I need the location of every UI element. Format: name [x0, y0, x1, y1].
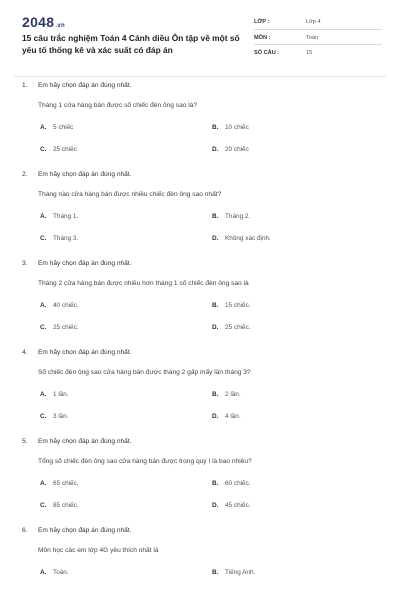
instruction-text: Em hãy chọn đáp án đúng nhất.: [38, 438, 132, 445]
question-instruction: [22, 260, 131, 267]
option-label: C.: [40, 324, 47, 331]
option-label: C.: [40, 413, 47, 420]
option-label: C.: [40, 235, 47, 242]
meta-row-subject: [254, 30, 382, 46]
question-6: [22, 527, 382, 600]
option-d[interactable]: [212, 235, 271, 242]
option-a[interactable]: [40, 391, 69, 398]
option-text: Không xác định.: [225, 235, 271, 242]
option-text: 60 chiếc.: [225, 480, 251, 487]
meta-key: LỚP :: [254, 19, 270, 25]
question-number: 6.: [22, 527, 28, 534]
option-c[interactable]: [40, 324, 79, 331]
question-text: Tổng số chiếc đèn ông sao cửa hàng bán được trong quý I là bao nhiêu?: [38, 458, 252, 465]
option-label: C.: [40, 146, 47, 153]
meta-value: Lớp 4: [306, 19, 321, 25]
option-text: 40 chiếc.: [53, 302, 79, 309]
question-instruction: [22, 82, 131, 89]
option-text: 20 chiếc: [225, 146, 249, 153]
option-text: 10 chiếc: [225, 124, 249, 131]
option-label: B.: [212, 124, 219, 131]
question-2: [22, 171, 382, 260]
option-label: A.: [40, 569, 47, 576]
option-text: 5 chiếc: [53, 124, 74, 131]
option-text: 45 chiếc.: [225, 502, 251, 509]
question-instruction: [22, 171, 131, 178]
option-b[interactable]: [212, 480, 251, 487]
question-number: 5.: [22, 438, 28, 445]
option-a[interactable]: [40, 124, 73, 131]
meta-key: SỐ CÂU :: [254, 50, 280, 56]
option-label: D.: [212, 146, 219, 153]
instruction-text: Em hãy chọn đáp án đúng nhất.: [38, 260, 132, 267]
option-text: 1 lần.: [53, 391, 69, 398]
option-label: A.: [40, 124, 47, 131]
option-label: A.: [40, 213, 47, 220]
question-3: [22, 260, 382, 349]
option-d[interactable]: [212, 502, 251, 509]
option-d[interactable]: [212, 413, 241, 420]
worksheet-header: [22, 14, 382, 70]
logo-suffix: .vn: [55, 23, 65, 29]
option-b[interactable]: [212, 213, 250, 220]
question-text: Số chiếc đèn ông sao cửa hàng bán được tháng 2 gấp mấy lần tháng 3?: [38, 369, 251, 376]
option-a[interactable]: [40, 213, 78, 220]
option-label: D.: [212, 502, 219, 509]
question-list: [22, 82, 382, 600]
option-b[interactable]: [212, 569, 255, 576]
question-number: 1.: [22, 82, 28, 89]
meta-key: MÔN :: [254, 34, 271, 41]
instruction-text: Em hãy chọn đáp án đúng nhất.: [38, 349, 132, 356]
option-text: Tháng 3.: [53, 235, 79, 242]
option-text: 65 chiếc.: [53, 480, 79, 487]
question-4: [22, 349, 382, 438]
option-text: 4 lần.: [225, 413, 241, 420]
instruction-text: Em hãy chọn đáp án đúng nhất.: [38, 82, 132, 89]
option-a[interactable]: [40, 480, 79, 487]
option-label: B.: [212, 391, 219, 398]
option-text: 2 lần.: [225, 391, 241, 398]
option-text: Tháng 1.: [53, 213, 79, 220]
site-logo[interactable]: [22, 14, 65, 30]
question-number: 3.: [22, 260, 28, 267]
option-b[interactable]: [212, 124, 249, 131]
option-label: D.: [212, 413, 219, 420]
question-5: [22, 438, 382, 527]
meta-table: [254, 14, 382, 61]
option-text: 85 chiếc.: [53, 502, 79, 509]
question-instruction: [22, 349, 131, 356]
question-instruction: [22, 527, 131, 534]
meta-value: 15: [306, 50, 313, 56]
option-label: B.: [212, 569, 219, 576]
option-a[interactable]: [40, 569, 69, 576]
option-label: B.: [212, 213, 219, 220]
option-c[interactable]: [40, 413, 69, 420]
option-label: B.: [212, 480, 219, 487]
option-text: 25 chiếc: [53, 146, 77, 153]
question-number: 4.: [22, 349, 28, 356]
meta-value: Toán: [306, 34, 319, 41]
option-label: A.: [40, 391, 47, 398]
option-b[interactable]: [212, 302, 251, 309]
option-text: Toán.: [53, 569, 69, 576]
option-label: D.: [212, 324, 219, 331]
logo-text: 2048: [22, 14, 55, 30]
instruction-text: Em hãy chọn đáp án đúng nhất.: [38, 527, 132, 534]
option-d[interactable]: [212, 146, 249, 153]
page-title: 15 câu trắc nghiệm Toán 4 Cánh diều Ôn tập về một số yếu tố thống kê và xác suất có đáp án: [22, 33, 240, 55]
option-c[interactable]: [40, 235, 78, 242]
option-text: 3 lần.: [53, 413, 69, 420]
option-text: Tháng 2.: [225, 213, 251, 220]
question-text: Tháng 2 cửa hàng bán được nhiều hơn tháng 1 số chiếc đèn ông sao là: [38, 280, 249, 287]
meta-row-count: [254, 45, 382, 61]
option-text: 15 chiếc.: [225, 302, 251, 309]
option-c[interactable]: [40, 146, 77, 153]
option-label: D.: [212, 235, 219, 242]
question-number: 2.: [22, 171, 28, 178]
option-label: B.: [212, 302, 219, 309]
question-instruction: [22, 438, 131, 445]
option-label: A.: [40, 480, 47, 487]
instruction-text: Em hãy chọn đáp án đúng nhất.: [38, 171, 132, 178]
option-text: Tiếng Anh.: [225, 569, 256, 576]
question-text: Tháng 1 cửa hàng bán được số chiếc đèn ông sao là?: [38, 102, 198, 109]
question-text: Môn học các em lớp 4G yêu thích nhất là: [38, 547, 159, 554]
option-a[interactable]: [40, 302, 79, 309]
option-label: A.: [40, 302, 47, 309]
option-text: 25 chiếc.: [225, 324, 251, 331]
meta-row-grade: [254, 14, 382, 30]
option-d[interactable]: [212, 324, 251, 331]
option-b[interactable]: [212, 391, 241, 398]
option-label: C.: [40, 502, 47, 509]
question-text: Tháng nào cửa hàng bán được nhiều chiếc đèn ông sao nhất?: [38, 191, 222, 198]
option-c[interactable]: [40, 502, 79, 509]
question-1: [22, 82, 382, 171]
header-divider: [14, 76, 386, 77]
option-text: 25 chiếc.: [53, 324, 79, 331]
